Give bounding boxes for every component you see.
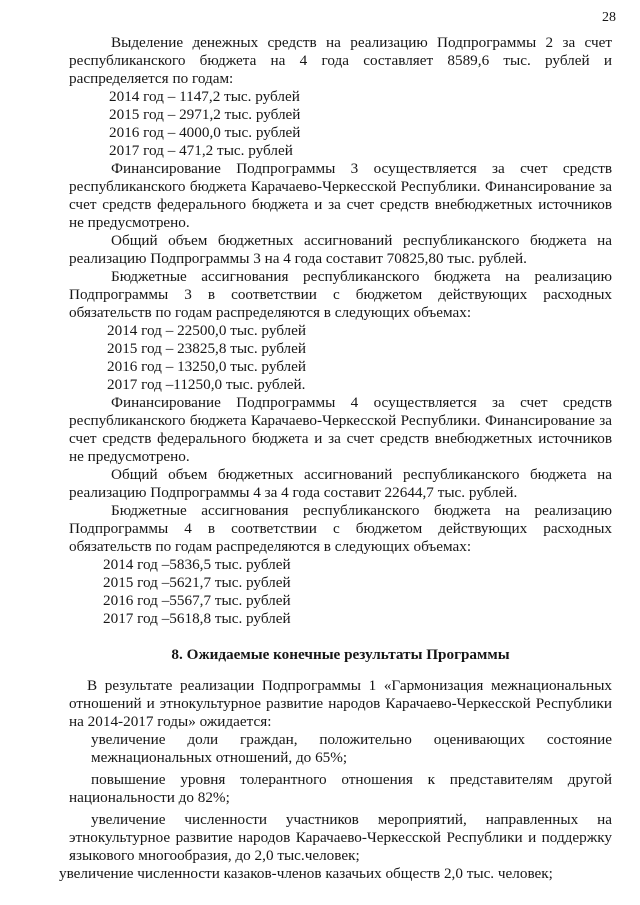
paragraph-subprogram3-allocations: Бюджетные ассигнования республиканского бюджета на реализацию Подпрограммы 3 в соответствии с бюджетом действующих расходных обязательств по годам распределяются в следующих объемах: xyxy=(69,268,612,321)
list-item: 2014 год – 22500,0 тыс. рублей xyxy=(107,322,307,339)
result-item: повышение уровня толерантного отношения к представителям другой национальности до 82%; xyxy=(69,771,612,806)
page-number: 28 xyxy=(602,10,616,25)
document-body xyxy=(59,34,612,883)
list-item: 2016 год – 4000,0 тыс. рублей xyxy=(109,124,301,141)
paragraph-subprogram3-total: Общий объем бюджетных ассигнований республиканского бюджета на реализацию Подпрограммы 3 на 4 года составит 70825,80 тыс. рублей. xyxy=(69,232,612,267)
list-item: 2015 год – 2971,2 тыс. рублей xyxy=(109,106,301,123)
paragraph-subprogram4-financing: Финансирование Подпрограммы 4 осуществляется за счет средств республиканского бюджета Карачаево-Черкесской Республики. Финансирование за счет средств федерального бюджета и за счет средств внебюджетных источников не предусмотрено. xyxy=(69,394,612,465)
year-list-subprogram3 xyxy=(107,322,612,394)
result-item: увеличение численности казаков-членов казачьих обществ 2,0 тыс. человек; xyxy=(59,865,553,882)
list-item: 2017 год –11250,0 тыс. рублей. xyxy=(107,376,306,393)
list-item: 2016 год –5567,7 тыс. рублей xyxy=(103,592,291,609)
list-item: 2014 год – 1147,2 тыс. рублей xyxy=(109,88,300,105)
list-item: 2017 год –5618,8 тыс. рублей xyxy=(103,610,291,627)
list-item: 2015 год –5621,7 тыс. рублей xyxy=(103,574,291,591)
list-item: 2015 год – 23825,8 тыс. рублей xyxy=(107,340,307,357)
paragraph-subprogram2-funding: Выделение денежных средств на реализацию Подпрограммы 2 за счет республиканского бюджета на 4 года составляет 8589,6 тыс. рублей и распределяется по годам: xyxy=(69,34,612,87)
paragraph-subprogram4-total: Общий объем бюджетных ассигнований республиканского бюджета на реализацию Подпрограммы 4 за 4 года составит 22644,7 тыс. рублей. xyxy=(69,466,612,501)
results-intro: В результате реализации Подпрограммы 1 «Гармонизация межнациональных отношений и этнокультурное развитие народов Карачаево-Черкесской Республики на 2014-2017 годы» ожидается: xyxy=(69,677,612,730)
result-item: увеличение численности участников мероприятий, направленных на этнокультурное развитие народов Карачаево-Черкесской Республики и поддержку языкового многообразия, до 2,0 тыс.человек; xyxy=(69,811,612,864)
year-list-subprogram2 xyxy=(109,88,612,160)
result-item: увеличение доли граждан, положительно оценивающих состояние межнациональных отношений, до 65%; xyxy=(91,731,612,766)
year-list-subprogram4 xyxy=(103,556,612,628)
list-item: 2016 год – 13250,0 тыс. рублей xyxy=(107,358,307,375)
paragraph-subprogram4-allocations: Бюджетные ассигнования республиканского бюджета на реализацию Подпрограммы 4 в соответствии с бюджетом действующих расходных обязательств по годам распределяются в следующих объемах: xyxy=(69,502,612,555)
section-heading: 8. Ожидаемые конечные результаты Программы xyxy=(171,646,510,663)
list-item: 2014 год –5836,5 тыс. рублей xyxy=(103,556,291,573)
list-item: 2017 год – 471,2 тыс. рублей xyxy=(109,142,293,159)
paragraph-subprogram3-financing: Финансирование Подпрограммы 3 осуществляется за счет средств республиканского бюджета Карачаево-Черкесской Республики. Финансирование за счет средств федерального бюджета и за счет средств внебюджетных источников не предусмотрено. xyxy=(69,160,612,231)
